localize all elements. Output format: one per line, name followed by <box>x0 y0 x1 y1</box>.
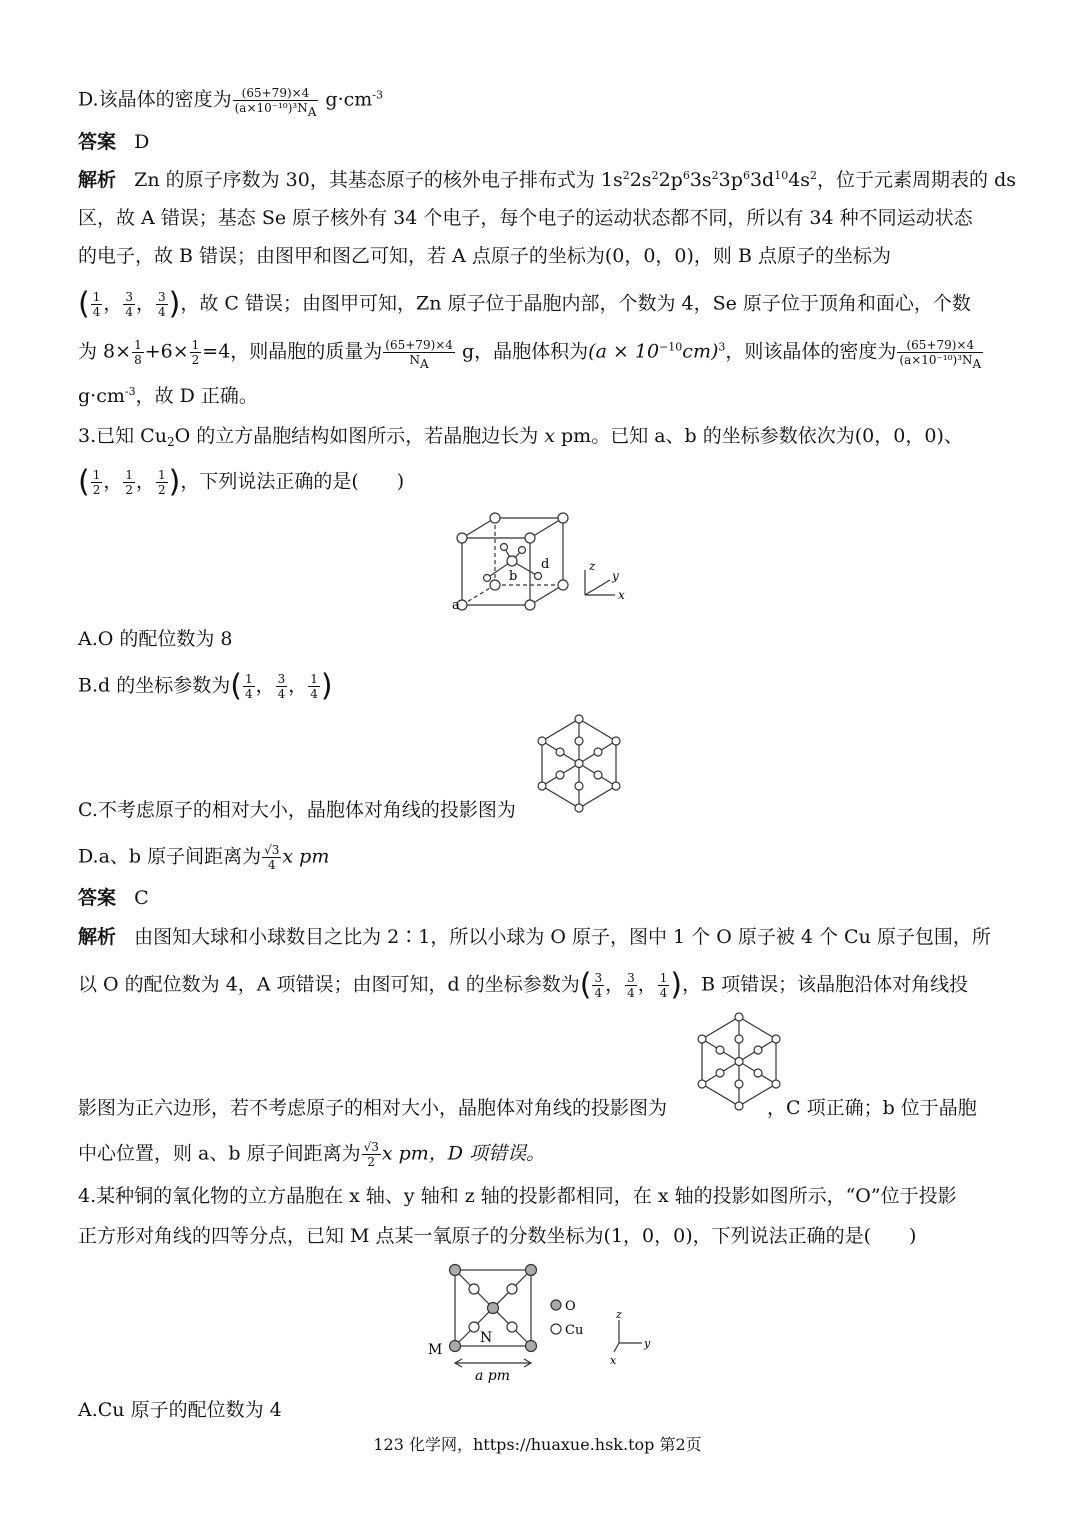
axis-z: z <box>616 1308 622 1321</box>
question-3-line-2: ( $\frac{1}{2}$ ， $\frac{1}{2}$ ， $\frac{1}{2}$ )，下列说法正确的是( ) <box>78 464 405 500</box>
analysis-2-line-1: 解析 由图知大球和小球数目之比为 2∶1，所以小球为 O 原子，图中 1 个 O 原子被 4 个 Cu 原子包围，所 <box>78 926 991 948</box>
page-footer <box>0 1432 1075 1455</box>
cu2o-unit-cell-figure <box>450 510 640 615</box>
question-3-line-1: 3.已知 $Cu_2O$ 的立方晶胞结构如图所示，若晶胞边长为 x pm。已知 a、b 的坐标参数依次为(0，0，0)、 <box>78 425 963 449</box>
analysis-2-line-4: 中心位置，则 a、b 原子间距离为 $\frac{√3}{2}$ x pm，D 项错误。 <box>78 1140 546 1169</box>
fraction: $\frac{(65+79)\times 4}{(a\times 10^{-10})^3N_A}$ <box>234 86 317 119</box>
analysis-2-line-2: 以 O 的配位数为 4，A 项错误；由图可知，d 的坐标参数为( $\frac{3}{4}$ ， $\frac{3}{4}$ ， $\frac{1}{4}$ )，B 项错误；该晶胞沿体对角线投 <box>78 967 969 1003</box>
answer-2 <box>78 886 149 910</box>
axis-y: y <box>644 1337 651 1350</box>
analysis-1-line-1: 解析 Zn 的原子序数为 30，其基态原子的核外电子排布式为 $1s^22s^22p^63s^23p^63d^{10}4s^2$，位于元素周期表的 ds <box>78 169 1017 191</box>
question-4-line-2: 正方形对角线的四等分点，已知 M 点某一氧原子的分数坐标为(1，0，0)，下列说法正确的是( ) <box>78 1225 917 1247</box>
answer-value: C <box>134 887 149 909</box>
axis-x: x <box>618 588 625 602</box>
answer-label: 答案 <box>78 131 117 153</box>
analysis-1-line-3: 的电子，故 B 错误；由图甲和图乙可知，若 A 点原子的坐标为(0，0，0)，则 B 点原子的坐标为 <box>78 245 891 267</box>
analysis-label: 解析 <box>78 926 117 948</box>
answer-label: 答案 <box>78 887 117 909</box>
analysis-1-line-6: $g\cdot cm^{-3}$，故 D 正确。 <box>78 385 258 407</box>
analysis-1-line-4: ( $\frac{1}{4}$ ， $\frac{3}{4}$ ， $\frac{3}{4}$ )，故 C 错误；由图甲可知，Zn 原子位于晶胞内部，个数为 4，Se 原子位于顶角和面心，个数 <box>78 286 971 322</box>
option-d-density: D.该晶体的密度为 $\frac{(65+79)\times 4}{(a\times 10^{-10})^3N_A}$ $g\cdot cm^{-3}$ <box>78 86 384 119</box>
label-a-pm: a pm <box>475 1368 511 1384</box>
label-n: N <box>480 1330 493 1346</box>
option-text: D.该晶体的密度为 <box>78 88 232 111</box>
option-d: D.a、b 原子间距离为 $\frac{√3}{4}$ x pm <box>78 843 330 872</box>
option-b: B.d 的坐标参数为( $\frac{1}{4}$ ， $\frac{3}{4}$ ， $\frac{1}{4}$ ) <box>78 668 333 704</box>
answer-1 <box>78 130 149 154</box>
analysis-1-line-2: 区，故 A 错误；基态 Se 原子核外有 34 个电子，每个电子的运动状态都不同，所以有 34 种不同运动状态 <box>78 207 973 229</box>
answer-value: D <box>134 131 150 153</box>
question-4-line-1: 4.某种铜的氧化物的立方晶胞在 x 轴、y 轴和 z 轴的投影都相同，在 x 轴的投影如图所示，“O”位于投影 <box>78 1185 957 1207</box>
analysis-1-line-5: 为 8× $\frac{1}{8}$ +6× $\frac{1}{2}$ =4，则晶胞的质量为 $\frac{(65+79)\times 4}{N_A}$ g，晶胞体积为$(a \times 10^{-10}cm)^3$，则该晶体的密度为 $\frac{(65+79)\times 4}{(a\times 10^{-10})^3N_A}$ <box>78 338 982 371</box>
analysis-2-line-3: 影图为正六边形，若不考虑原子的相对大小，晶胞体对角线的投影图为 ，C 项正确；b 位于晶胞 <box>78 1097 977 1119</box>
legend-cu: Cu <box>565 1323 584 1338</box>
label-b: b <box>509 569 518 584</box>
label-m: M <box>428 1342 443 1358</box>
question-4-option-a: A.Cu 原子的配位数为 4 <box>78 1399 282 1421</box>
copper-oxide-projection-figure <box>422 1260 662 1385</box>
option-c: C.不考虑原子的相对大小，晶胞体对角线的投影图为 <box>78 799 516 821</box>
axis-y: y <box>612 569 619 583</box>
label-a: a <box>452 598 460 613</box>
hexagon-projection-figure <box>534 714 624 814</box>
option-a: A.O 的配位数为 8 <box>78 628 233 650</box>
axis-z: z <box>589 559 596 573</box>
page-number: 第2页 <box>659 1435 702 1454</box>
analysis-label: 解析 <box>78 169 117 191</box>
label-d: d <box>541 557 550 572</box>
legend-o: O <box>565 1299 576 1314</box>
footer-site: 123 化学网，https://huaxue.hsk.top <box>373 1435 655 1454</box>
axis-x: x <box>610 1354 617 1367</box>
